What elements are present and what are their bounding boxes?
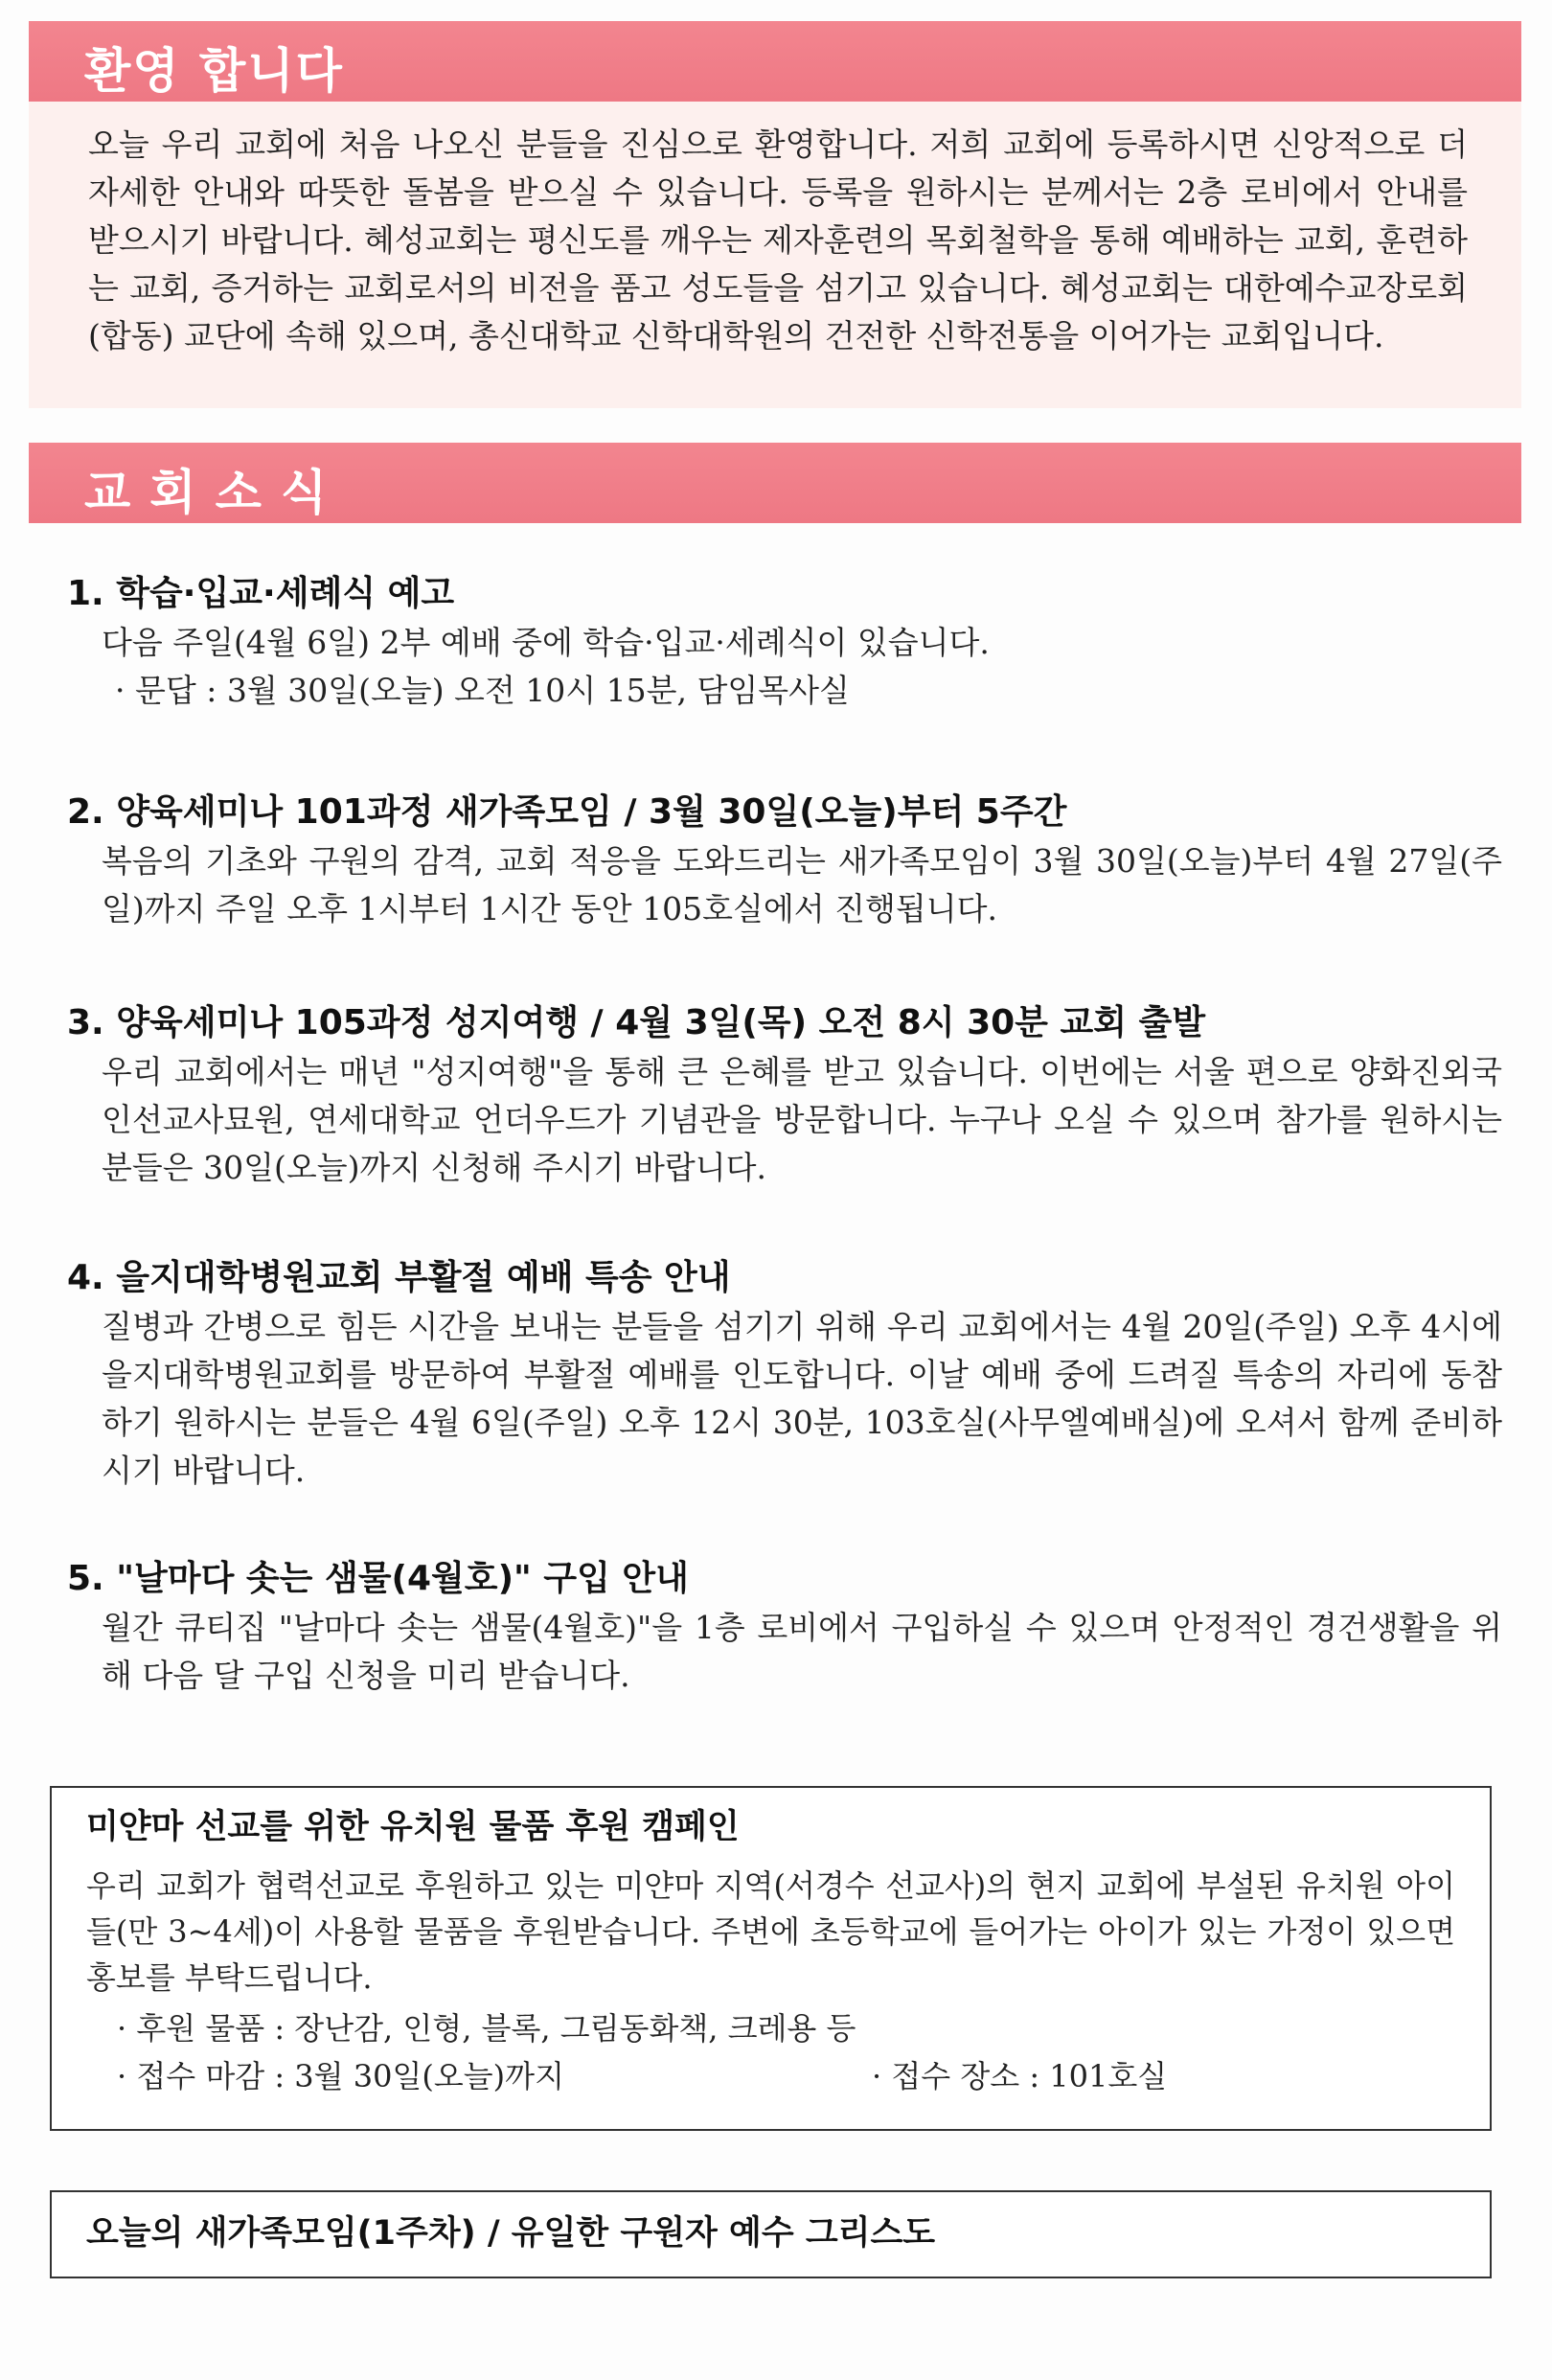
news-item-body: 복음의 기초와 구원의 감격, 교회 적응을 도와드리는 새가족모임이 3월 30일(오늘)부터 4월 27일(주일)까지 주일 오후 1시부터 1시간 동안 105호실에서 진행됩니다. — [102, 842, 1502, 927]
news-item-body: 우리 교회에서는 매년 "성지여행"을 통해 큰 은혜를 받고 있습니다. 이번에는 서울 편으로 양화진외국인선교사묘원, 연세대학교 언더우드가 기념관을 방문합니다. 누구나 오실 수 있으며 참가를 원하시는 분들은 30일(오늘)까지 신청해 주시기 바랍니다. — [102, 1053, 1502, 1186]
meeting-title: 오늘의 새가족모임(1주차) / 유일한 구원자 예수 그리스도 — [86, 2214, 936, 2253]
campaign-box — [50, 1786, 1492, 2131]
news-title: 교회소식 — [84, 465, 347, 520]
news-item-heading: 3. 양육세미나 105과정 성지여행 / 4월 3일(목) 오전 8시 30분 교회 출발 — [67, 1003, 1206, 1042]
news-item-4 — [29, 1253, 1521, 1495]
news-item-2 — [29, 788, 1521, 933]
campaign-items: · 후원 물품 : 장난감, 인형, 블록, 그림동화책, 크레용 등 — [117, 2010, 856, 2047]
campaign-place: · 접수 장소 : 101호실 — [872, 2058, 1168, 2094]
news-item-body: 월간 큐티집 "날마다 솟는 샘물(4월호)"을 1층 로비에서 구입하실 수 있으며 안정적인 경건생활을 위해 다음 달 구입 신청을 미리 받습니다. — [102, 1609, 1502, 1694]
news-item-body: 다음 주일(4월 6일) 2부 예배 중에 학습·입교·세례식이 있습니다. — [102, 624, 990, 661]
news-item-body: 질병과 간병으로 힘든 시간을 보내는 분들을 섬기기 위해 우리 교회에서는 4월 20일(주일) 오후 4시에 을지대학병원교회를 방문하여 부활절 예배를 인도합니다. 이날 예배 중에 드려질 특송의 자리에 동참하기 원하시는 분들은 4월 6일(주일) 오후 12시 30분, 103호실(사무엘예배실)에 오셔서 함께 준비하시기 바랍니다. — [102, 1308, 1502, 1489]
news-item-heading: 5. "날마다 솟는 샘물(4월호)" 구입 안내 — [67, 1559, 689, 1598]
news-item-heading: 2. 양육세미나 101과정 새가족모임 / 3월 30일(오늘)부터 5주간 — [67, 792, 1067, 832]
welcome-text: 오늘 우리 교회에 처음 나오신 분들을 진심으로 환영합니다. 저희 교회에 등록하시면 신앙적으로 더 자세한 안내와 따뜻한 돌봄을 받으실 수 있습니다. 등록을 원하시는 분께서는 2층 로비에서 안내를 받으시기 바랍니다. 혜성교회는 평신도를 깨우는 제자훈련의 목회철학을 통해 예배하는 교회, 훈련하는 교회, 증거하는 교회로서의 비전을 품고 성도들을 섬기고 있습니다. 혜성교회는 대한예수교장로회(합동) 교단에 속해 있으며, 총신대학교 신학대학원의 건전한 신학전통을 이어가는 교회입니다. — [88, 126, 1468, 355]
news-banner — [29, 443, 1521, 523]
campaign-deadline: · 접수 마감 : 3월 30일(오늘)까지 — [117, 2058, 564, 2094]
campaign-title: 미얀마 선교를 위한 유치원 물품 후원 캠페인 — [86, 1808, 740, 1846]
campaign-body: 우리 교회가 협력선교로 후원하고 있는 미얀마 지역(서경수 선교사)의 현지 교회에 부설된 유치원 아이들(만 3~4세)이 사용할 물품을 후원받습니다. 주변에 초등학교에 들어가는 아이가 있는 가정이 있으면 홍보를 부탁드립니다. — [86, 1867, 1455, 1996]
welcome-section — [29, 102, 1521, 408]
welcome-title: 환영 합니다 — [84, 43, 344, 99]
news-item-3 — [29, 998, 1521, 1192]
news-item-5 — [29, 1554, 1521, 1700]
new-family-meeting-box — [50, 2190, 1492, 2278]
news-item-1 — [29, 569, 1521, 715]
news-item-heading: 1. 학습·입교·세례식 예고 — [67, 574, 455, 613]
campaign-deadline-row — [86, 2052, 1455, 2100]
welcome-banner — [29, 21, 1521, 102]
campaign-details — [86, 2004, 1455, 2100]
news-item-heading: 4. 을지대학병원교회 부활절 예배 특송 안내 — [67, 1258, 731, 1297]
news-item-bullet: · 문답 : 3월 30일(오늘) 오전 10시 15분, 담임목사실 — [115, 672, 850, 709]
